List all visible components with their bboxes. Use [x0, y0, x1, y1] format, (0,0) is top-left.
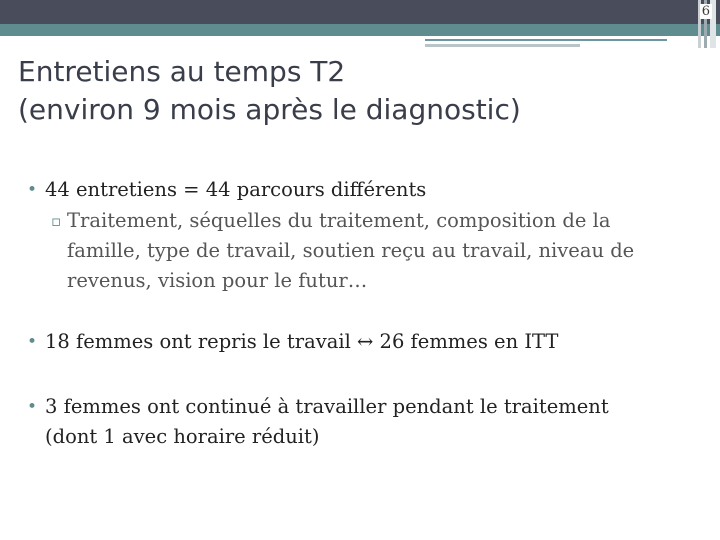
bullet-marker: •: [27, 397, 38, 417]
bullet-item: [27, 327, 559, 357]
title-line: Entretiens au temps T2: [18, 55, 346, 88]
bullet-text: 18 femmes ont repris le travail ↔ 26 femmes en ITT: [45, 330, 559, 353]
bullet-item: [27, 175, 427, 205]
sub-bullet-text: revenus, vision pour le futur…: [67, 269, 368, 292]
header-decoration-line: [425, 44, 580, 47]
bullet-marker: •: [27, 332, 38, 352]
bullet-text: (dont 1 avec horaire réduit): [45, 425, 320, 448]
sub-bullet-text: Traitement, séquelles du traitement, composition de la: [67, 209, 611, 232]
header-decoration-line: [425, 39, 667, 41]
bullet-text: 44 entretiens = 44 parcours différents: [45, 178, 427, 201]
slide-number: 6: [701, 4, 710, 19]
sub-bullet-text: famille, type de travail, soutien reçu au travail, niveau de: [67, 239, 635, 262]
bullet-marker: •: [27, 180, 38, 200]
slide-title: [18, 53, 698, 129]
header-bar: [0, 0, 720, 24]
sub-bullet-item: [51, 206, 635, 296]
sub-bullet-marker: ▫: [51, 212, 62, 230]
bullet-item: [27, 392, 609, 452]
bullet-text: 3 femmes ont continué à travailler pendant le traitement: [45, 395, 609, 418]
title-line: (environ 9 mois après le diagnostic): [18, 93, 521, 126]
header-accent-bar: [0, 24, 720, 36]
